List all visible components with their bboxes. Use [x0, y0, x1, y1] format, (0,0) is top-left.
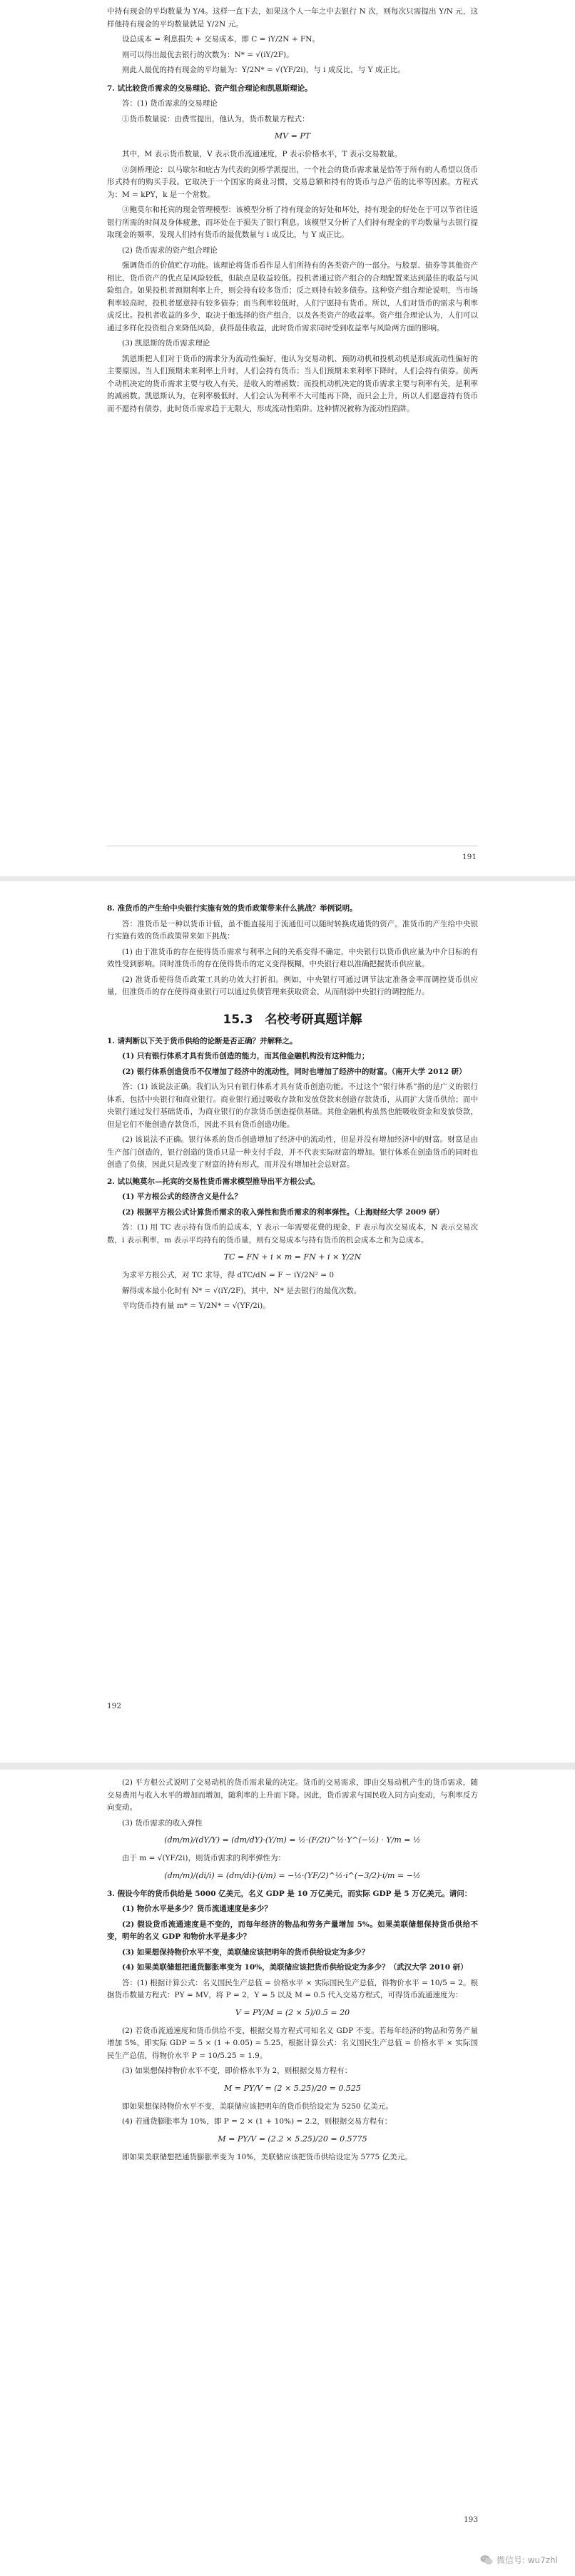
equation: M = PY/V = (2 × 5.25)/20 = 0.525	[224, 2083, 361, 2093]
paragraph: ③鲍莫尔和托宾的现金管理模型：该模型分析了持有现金的好处和坏处，持有现金的好处在于可以节省往返银行所需的时间及身体疲惫，而坏处在于损失了银行利息。该模型又分析了人们持有现金的平均数量与去银行提取现金的频率，发现人们持有货币的最优数量与 i 成反比，与 Y 成正比。	[107, 206, 478, 239]
question-item: (4) 如果美联储想把通货膨胀率变为 10%，美联储应该把货币供给设定为多少？（武汉大学 2010 研）	[122, 1963, 468, 1972]
paragraph: (3) 货币需求的收入弹性	[122, 1818, 203, 1827]
paragraph: 解得成本最小化时有 N* = √(iY/2F)，其中，N* 是去银行的最优次数。	[122, 1286, 362, 1295]
question-heading: 2. 试以鲍莫尔—托宾的交易性货币需求模型推导出平方根公式。	[107, 1177, 320, 1186]
watermark-text: 微信号: wu7zhl	[496, 2555, 558, 2565]
equation: V = PY/M = (2 × 5)/0.5 = 20	[235, 2007, 350, 2017]
page-191-content	[107, 6, 478, 418]
watermark	[480, 2554, 558, 2566]
paragraph: 由于 m = √(YF/2i)，则货币需求的利率弹性为：	[122, 1854, 285, 1862]
paragraph: 凯恩斯把人们对于货币的需求分为流动性偏好，他认为交易动机、预防动机和投机动机是形成流动性偏好的主要原因。当人们预期未来利率上升时，人们会持有货币；当人们预期未来利率下降时，人们会持有债券。前两个动机决定的货币需求主要与收入有关，是收入的增函数；而投机动机决定的货币需求主要与利率有关，是利率的减函数。凯恩斯认为，在利率极低时，人们会认为利率不大可能再下降，而只会上升，所以人们愿意持有货币而不愿持有债券，此时货币需求趋于无限大，形成流动性陷阱。这种情况被称为流动性陷阱。	[107, 354, 478, 413]
question-item: (2) 银行体系创造货币不仅增加了经济中的流动性，同时也增加了经济中的财富。（南开大学 2012 研）	[122, 1067, 467, 1076]
page-192	[0, 881, 575, 1770]
paragraph: (2) 货币需求的资产组合理论	[122, 245, 218, 255]
paragraph: (1) 由于准货币的存在使得货币需求与利率之间的关系变得不确定，中央银行以货币供应量为中介目标的有效性受到影响。同时准货币的存在使得货币的定义变得模糊，中央银行难以准确把握货币供应量。	[107, 947, 478, 968]
paragraph: (2) 准货币使得货币政策工具的功效大打折扣。例如，中央银行可通过调节法定准备金率而调控货币供应量，但准货币的存在使得商业银行可以通过负债管理来获取资金，从而削弱中央银行的调控能力。	[107, 975, 478, 996]
page-193-content	[107, 1777, 478, 2166]
page-192-content	[107, 903, 478, 1316]
equation: MV = PT	[274, 131, 311, 141]
question-item: (2) 根据平方根公式计算货币需求的收入弹性和货币需求的利率弹性。（上海财经大学 2009 研）	[122, 1207, 444, 1217]
paragraph: 其中，M 表示货币数量，V 表示货币流通速度，P 表示价格水平，T 表示交易数量。	[122, 150, 402, 158]
paragraph: 为求平方根公式，对 TC 求导，得 dTC/dN = F − iY/2N² = 0	[122, 1271, 335, 1279]
question-heading: 1. 请判断以下关于货币供给的论断是否正确？并解释之。	[107, 1036, 297, 1045]
question-heading: 7. 试比较货币需求的交易理论、资产组合理论和凯恩斯理论。	[107, 83, 312, 93]
page-191	[0, 0, 575, 881]
paragraph: (2) 若货币流通速度和货币供给不变，根据交易方程式可知名义 GDP 不变。若每年经济的物品和劳务产量增加 5%，即实际 GDP = 5 × (1 + 0.05) = 5.25，根据计算公式：名义国民生产总值 = 价格水平 × 实际国民生产总值，得物价水平 P = 10/5.25 ≈ 1.9。	[107, 2026, 478, 2060]
paragraph: 中持有现金的平均数量为 Y/4。这样一直下去，如果这个人一年之中去银行 N 次，则每次只需提出 Y/N 元，这样他持有现金的平均数量就是 Y/2N 元。	[107, 7, 478, 29]
paragraph: 则此人最优的持有现金的平均量为：Y/2N* = √(YF/2i)，与 i 成反比，与 Y 成正比。	[122, 66, 405, 74]
question-item: (2) 假设货币流通速度是不变的，而每年经济的物品和劳务产量增加 5%。如果美联储想保持货币供给不变，明年的名义 GDP 和物价水平是多少？	[107, 1920, 478, 1941]
question-heading: 3. 假设今年的货币供给是 5000 亿美元，名义 GDP 是 10 万亿美元，而实际 GDP 是 5 万亿美元。请问：	[107, 1889, 472, 1898]
paragraph: 设总成本 = 利息损失 + 交易成本，即 C = iY/2N + FN。	[122, 35, 320, 44]
page-number: 192	[107, 1702, 122, 1710]
paragraph: (3) 凯恩斯的货币需求理论	[122, 339, 210, 348]
paragraph: ①货币数量说：由费雪提出，他认为，货币数量方程式：	[122, 114, 310, 123]
paragraph: (3) 如果想保持物价水平不变，即价格水平为 2，则根据交易方程有：	[122, 2067, 352, 2075]
question-heading: 8. 准货币的产生给中央银行实施有效的货币政策带来什么挑战？举例说明。	[107, 904, 357, 913]
page-number: 193	[464, 2515, 479, 2524]
question-item: (1) 只有银行体系才具有货币创造的能力，而其他金融机构没有这种能力；	[122, 1052, 370, 1060]
paragraph: 平均货币持有量 m* = Y/2N* = √(YF/2i)。	[122, 1302, 270, 1310]
paragraph: 答：(1) 根据计算公式：名义国民生产总值 = 价格水平 × 实际国民生产总值，得物价水平 = 10/5 = 2。根据货币数量方程式：PY = MV，将 P = 2，Y = 5 以及 M = 0.5 代入交易方程式，可得货币流通速度为：	[107, 1978, 478, 1999]
paragraph: (4) 若通货膨胀率为 10%，即 P = 2 × (1 + 10%) = 2.2，则根据交易方程有：	[122, 2117, 392, 2126]
equation: M = PY/V = (2.2 × 5.25)/20 = 0.5775	[218, 2134, 367, 2144]
question-item: (1) 平方根公式的经济含义是什么？	[122, 1192, 242, 1201]
question-item: (1) 物价水平是多少？货币流通速度是多少？	[122, 1905, 272, 1913]
paragraph: 即如果美联储想把通货膨胀率变为 10%，美联储应该把货币供给设定为 5775 亿美元。	[122, 2152, 412, 2161]
page-number: 191	[462, 853, 477, 861]
wechat-icon	[480, 2555, 493, 2565]
question-item: (3) 如果想保持物价水平不变，美联储应该把明年的货币供给设定为多少？	[122, 1947, 370, 1957]
equation: (dm/m)/(di/i) = (dm/di)·(i/m) = −½·(YF/2)^½·i^(−3/2)·i/m = −½	[164, 1870, 421, 1880]
page-193	[0, 1770, 575, 2576]
paragraph: 答：准货币是一种以货币计值，虽不能直接用于流通但可以随时转换成通货的资产。准货币的产生给中央银行实施有效的货币政策带来如下挑战：	[107, 919, 478, 940]
paragraph: 答：(1) 货币需求的交易理论	[122, 99, 218, 108]
paragraph: ②剑桥理论：以马歇尔和庇古为代表的剑桥学派提出，一个社会的货币需求量是恰等于所有的人希望以货币形式持有的购买手段。它取决于一个国家的商业习惯，交易总额和持有的货币与总产值的比率等因素。方程式为：M = kPY，k 是一个常数。	[107, 165, 478, 199]
equation: TC = FN + i × m = FN + i × Y/2N	[223, 1252, 362, 1262]
equation: (dm/m)/(dY/Y) = (dm/dY)·(Y/m) = ½·(F/2i)^½·Y^(−½) · Y/m = ½	[164, 1835, 421, 1845]
paragraph: 则可以得出最优去银行的次数为：N* = √(iY/2F)。	[122, 50, 294, 59]
paragraph: 即如果想保持物价水平不变，美联储应该把明年的货币供给设定为 5250 亿美元。	[122, 2101, 393, 2111]
paragraph: (2) 该说法不正确。银行体系的货币创造增加了经济中的流动性，但是并没有增加经济中的财富。财富是由生产部门创造的，银行创造的货币只是一种支付手段，并不代表实际财富的增加。银行体系在创造货币的同时也创造了负债，因此只是改变了财富的持有形式，而并没有增加社会总财富。	[107, 1135, 478, 1169]
paragraph: 答：(1) 用 TC 表示持有货币的总成本，Y 表示一年需要花费的现金，F 表示每次交易成本，N 表示交易次数，i 表示利率，m 表示平均持有的货币量，则有交易成本与持有货币的机会成本之和为总成本。	[107, 1223, 478, 1244]
paragraph: 答：(1) 该说法正确。我们认为只有银行体系才具有货币创造功能。不过这个“银行体系”指的是广义的银行体系，包括中央银行和商业银行。商业银行通过吸收存款和发放贷款来创造存款货币，从而扩大货币供给；而中央银行通过发行基础货币，为商业银行的存款货币创造提供基础。其他金融机构虽然也能吸收资金和发放贷款，但是它们不能创造存款货币，因此不具有货币创造功能。	[107, 1082, 478, 1129]
section-title: 15.3 名校考研真题详解	[223, 1012, 362, 1027]
paragraph: 强调货币的价值贮存功能。该理论将货币看作是人们所持有的各类资产的一部分。与股票、债券等其他资产相比，货币资产的优点是风险较低，但缺点是收益较低。投机者通过资产组合的合理配置来达到最佳的收益与风险组合。如果投机者预期利率上升，则会持有较多货币；反之则持有较多债券。这种资产组合理论说明，当市场利率较高时，投机者愿意持有较多债券；而当利率较低时，人们宁愿持有货币。所以，人们对货币的需求与利率成反比。投机者收益的多少，取决于他选择的资产组合，以及各类资产的收益率。资产组合理论认为，人们可以通过多样化投资组合来降低风险，获得最佳收益，此时货币需求同时受到收益率与风险两方面的影响。	[107, 261, 478, 333]
paragraph: (2) 平方根公式说明了交易动机的货币需求量的决定。货币的交易需求，即由交易动机产生的货币需求，随交易费用与收入水平的增加而增加，随利率的上升而下降。因此，货币需求与国民收入同方向变动，与利率反方向变动。	[107, 1778, 478, 1812]
